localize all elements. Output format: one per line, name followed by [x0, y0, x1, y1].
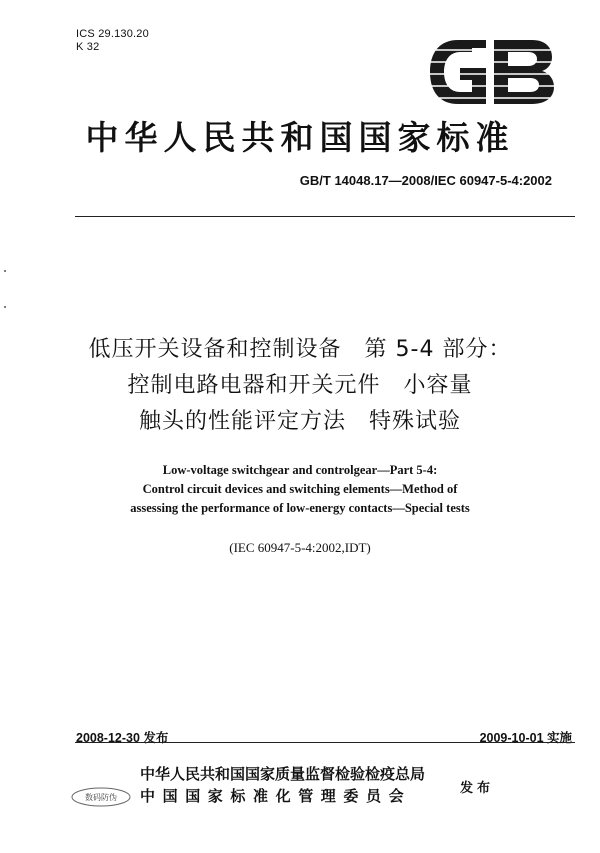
issuing-organizations	[140, 763, 425, 807]
gb-logo	[428, 38, 556, 106]
publish-label: 发布	[460, 781, 495, 796]
chinese-title-line: 控制电路电器和开关元件 小容量	[127, 373, 473, 398]
top-divider	[75, 216, 575, 217]
stamp-text: 数码防伪	[85, 793, 117, 802]
english-title	[0, 461, 600, 518]
equivalence-note: (IEC 60947-5-4:2002,IDT)	[229, 540, 371, 555]
classification-codes	[76, 28, 149, 54]
ics-code: ICS 29.130.20	[76, 28, 149, 40]
issuer-sac: 中国国家标准化管理委员会	[140, 787, 412, 805]
anti-counterfeit-stamp	[70, 786, 132, 808]
standard-number: GB/T 14048.17—2008/IEC 60947-5-4:2002	[299, 173, 552, 188]
issuer-aqsiq: 中华人民共和国国家质量监督检验检疫总局	[140, 765, 426, 783]
english-title-line: Low-voltage switchgear and controlgear—Part 5-4:	[162, 463, 438, 477]
chinese-title-line: 低压开关设备和控制设备 第 5-4 部分：	[88, 337, 512, 362]
bottom-divider	[75, 742, 575, 743]
implementation-date: 2009-10-01 实施	[479, 731, 572, 745]
chinese-title	[0, 332, 600, 440]
issue-date: 2008-12-30 发布	[76, 731, 169, 745]
margin-mark	[4, 270, 6, 272]
national-standard-title: 中华人民共和国国家标准	[85, 118, 515, 157]
margin-mark	[4, 306, 6, 308]
chinese-title-line: 触头的性能评定方法 特殊试验	[138, 409, 461, 434]
ccs-code: K 32	[76, 41, 100, 53]
english-title-line: Control circuit devices and switching elements—Method of	[142, 482, 458, 496]
english-title-line: assessing the performance of low-energy contacts—Special tests	[130, 501, 470, 515]
